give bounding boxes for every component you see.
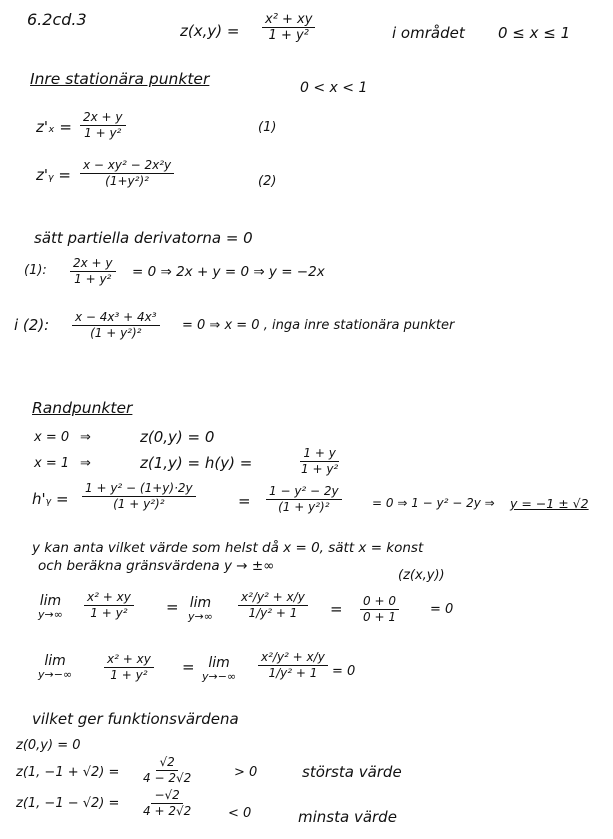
- zy-denominator: (1+y²)²: [105, 174, 149, 188]
- limit-pos-result: = 0: [430, 602, 454, 617]
- eq1-label: (1):: [24, 263, 47, 278]
- zy-numerator: x − xy² − 2x²y: [80, 158, 174, 174]
- result-v2-compare: > 0: [234, 765, 258, 780]
- limit-pos-eq-2: =: [330, 600, 343, 618]
- zy-fraction: [80, 158, 174, 189]
- limit-pos-fraction-a: [84, 590, 134, 621]
- limit-neg-denominator-a: 1 + y²: [110, 668, 148, 682]
- limit-neg-1: [38, 654, 72, 682]
- result-v2-denominator: 4 − 2√2: [143, 771, 192, 785]
- function-denominator: 1 + y²: [268, 28, 309, 43]
- lim-sub: y→−∞: [202, 670, 237, 683]
- limit-pos-denominator-c: 0 + 1: [363, 610, 396, 624]
- eq1-denominator: 1 + y²: [74, 272, 112, 286]
- function-numerator: x² + xy: [262, 12, 315, 28]
- set-derivatives-text: sätt partiella derivatorna = 0: [34, 229, 253, 247]
- zy-lhs: z'ᵧ =: [36, 166, 71, 184]
- result-v2-fraction: [140, 755, 194, 786]
- zx-denominator: 1 + y²: [84, 126, 122, 140]
- note-line-2: och beräkna gränsvärdena y → ±∞: [38, 558, 275, 574]
- result-v1: z(0,y) = 0: [16, 738, 81, 753]
- limit-neg-denominator-b: 1/y² + 1: [268, 666, 318, 680]
- result-intro: vilket ger funktionsvärdena: [32, 710, 239, 728]
- r2-denominator: 1 + y²: [301, 462, 339, 476]
- lim-sub: y→−∞: [38, 668, 73, 681]
- inner-condition: 0 < x < 1: [300, 80, 368, 96]
- eq2-label: i (2):: [14, 316, 50, 334]
- r3-lhs: h'ᵧ =: [32, 490, 69, 508]
- r3-denominator-1: (1 + y²)²: [113, 497, 165, 511]
- result-v2-lhs: z(1, −1 + √2) =: [16, 765, 120, 780]
- region-condition: 0 ≤ x ≤ 1: [498, 24, 571, 42]
- result-v3-fraction: [140, 788, 194, 819]
- r2-mid: z(1,y) = h(y) =: [140, 454, 253, 472]
- zy-tag: (2): [258, 174, 277, 189]
- limit-neg-result: = 0: [332, 664, 356, 679]
- function-lhs: z(x,y) =: [180, 22, 240, 40]
- eq2-fraction: [72, 310, 160, 341]
- r3-equals: =: [238, 492, 251, 510]
- limit-pos-1: [38, 594, 63, 622]
- r3-numerator-1: 1 + y² − (1+y)·2y: [82, 481, 196, 497]
- lim-label: lim: [39, 593, 62, 609]
- r3-numerator-2: 1 − y² − 2y: [266, 484, 342, 500]
- r3-fraction-1: [82, 481, 196, 512]
- r3-fraction-2: [266, 484, 342, 515]
- eq2-denominator: (1 + y²)²: [90, 326, 142, 340]
- zx-numerator: 2x + y: [80, 110, 126, 126]
- region-text: i området: [392, 24, 465, 42]
- lim-label: lim: [189, 595, 212, 611]
- lim-label: lim: [44, 653, 66, 669]
- eq2-numerator: x − 4x³ + 4x³: [72, 310, 160, 326]
- r1-rhs: z(0,y) = 0: [140, 428, 215, 446]
- eq2-rest: = 0 ⇒ x = 0 , inga inre stationära punkter: [182, 318, 455, 333]
- limit-neg-numerator-b: x²/y² + x/y: [258, 650, 328, 666]
- result-v2-numerator: √2: [156, 755, 177, 771]
- r2-lhs: x = 1: [34, 456, 70, 471]
- zx-tag: (1): [258, 120, 277, 135]
- eq1-rest: = 0 ⇒ 2x + y = 0 ⇒ y = −2x: [132, 264, 325, 280]
- r3-denominator-2: (1 + y²)²: [278, 500, 330, 514]
- note-line-2b: (z(x,y)): [398, 568, 445, 583]
- result-v3-label: minsta värde: [298, 808, 397, 826]
- limit-pos-fraction-b: [238, 590, 308, 621]
- limit-pos-numerator-c: 0 + 0: [360, 594, 399, 610]
- limit-pos-fraction-c: [360, 594, 399, 625]
- lim-label: lim: [208, 655, 230, 671]
- eq1-numerator: 2x + y: [70, 256, 116, 272]
- r3-rest: = 0 ⇒ 1 − y² − 2y ⇒: [372, 496, 495, 510]
- border-heading: Randpunkter: [32, 399, 133, 417]
- limit-neg-numerator-a: x² + xy: [104, 652, 154, 668]
- zx-fraction: [80, 110, 126, 141]
- lim-sub: y→∞: [188, 610, 213, 623]
- note-line-1: y kan anta vilket värde som helst då x = 0, sätt x = konst: [32, 540, 424, 556]
- problem-id: 6.2cd.3: [27, 10, 87, 29]
- limit-pos-numerator-a: x² + xy: [84, 590, 134, 606]
- eq1-fraction: [70, 256, 116, 287]
- result-v3-numerator: −√2: [151, 788, 182, 804]
- inner-heading: Inre stationära punkter: [30, 70, 210, 88]
- zx-lhs: z'ₓ =: [36, 118, 72, 136]
- limit-pos-numerator-b: x²/y² + x/y: [238, 590, 308, 606]
- limit-pos-eq-1: =: [166, 598, 179, 616]
- r1-lhs: x = 0: [34, 430, 70, 445]
- result-v3-compare: < 0: [228, 806, 252, 821]
- limit-neg-fraction-b: [258, 650, 328, 681]
- result-v3-denominator: 4 + 2√2: [143, 804, 192, 818]
- r2-fraction: [298, 446, 341, 477]
- limit-pos-denominator-a: 1 + y²: [90, 606, 128, 620]
- r2-numerator: 1 + y: [300, 446, 338, 462]
- function-fraction: [262, 12, 315, 43]
- limit-pos-2: [188, 596, 213, 624]
- limit-neg-2: [202, 656, 236, 684]
- result-v3-lhs: z(1, −1 − √2) =: [16, 796, 120, 811]
- limit-neg-fraction-a: [104, 652, 154, 683]
- lim-sub: y→∞: [38, 608, 63, 621]
- r1-arrow: ⇒: [80, 430, 91, 445]
- result-v2-label: största värde: [302, 763, 402, 781]
- r3-result: y = −1 ± √2: [510, 496, 589, 511]
- limit-neg-eq-1: =: [182, 658, 195, 676]
- limit-pos-denominator-b: 1/y² + 1: [248, 606, 298, 620]
- r2-arrow: ⇒: [80, 456, 91, 471]
